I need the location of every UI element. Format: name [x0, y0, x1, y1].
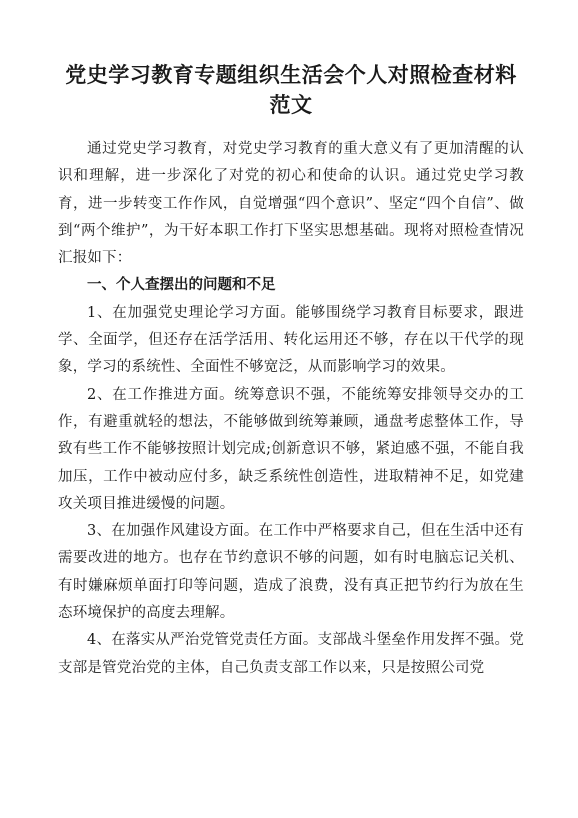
item-paragraph-4: 4、在落实从严治党管党责任方面。支部战斗堡垒作用发挥不强。党支部是管党治党的主体，自己负责支部工作以来，只是按照公司党: [58, 632, 524, 676]
document-title: 党史学习教育专题组织生活会个人对照检查材料范文: [65, 63, 517, 117]
item-paragraph-1: 1、在加强党史理论学习方面。能够围绕学习教育目标要求，跟进学、全面学，但还存在活学活用、转化运用还不够，存在以干代学的现象，学习的系统性、全面性不够宽泛，从而影响学习的效果。: [58, 304, 524, 376]
item-paragraph-2: 2、在工作推进方面。统筹意识不强，不能统筹安排领导交办的工作，有避重就轻的想法，不能够做到统筹兼顾，通盘考虑整体工作，导致有些工作不能够按照计划完成;创新意识不够，紧迫感不强，不能自我加压，工作中被动应付多，缺乏系统性创造性，进取精神不足，如党建攻关项目推进缓慢的问题。: [58, 386, 524, 512]
document-body: [58, 136, 524, 682]
section-heading: 一、个人查摆出的问题和不足: [87, 277, 276, 294]
intro-paragraph: 通过党史学习教育，对党史学习教育的重大意义有了更加清醒的认识和理解，进一步深化了对党的初心和使命的认识。通过党史学习教育，进一步转变工作作风，自觉增强“四个意识”、坚定“四个自信”、做到“两个维护”，为干好本职工作打下坚实思想基础。现将对照检查情况汇报如下：: [58, 141, 524, 267]
item-paragraph-3: 3、在加强作风建设方面。在工作中严格要求自己，但在生活中还有需要改进的地方。也存在节约意识不够的问题，如有时电脑忘记关机、有时嫌麻烦单面打印等问题，造成了浪费，没有真正把节约行为放在生态环境保护的高度去理解。: [58, 523, 524, 622]
document-page: [58, 60, 524, 682]
